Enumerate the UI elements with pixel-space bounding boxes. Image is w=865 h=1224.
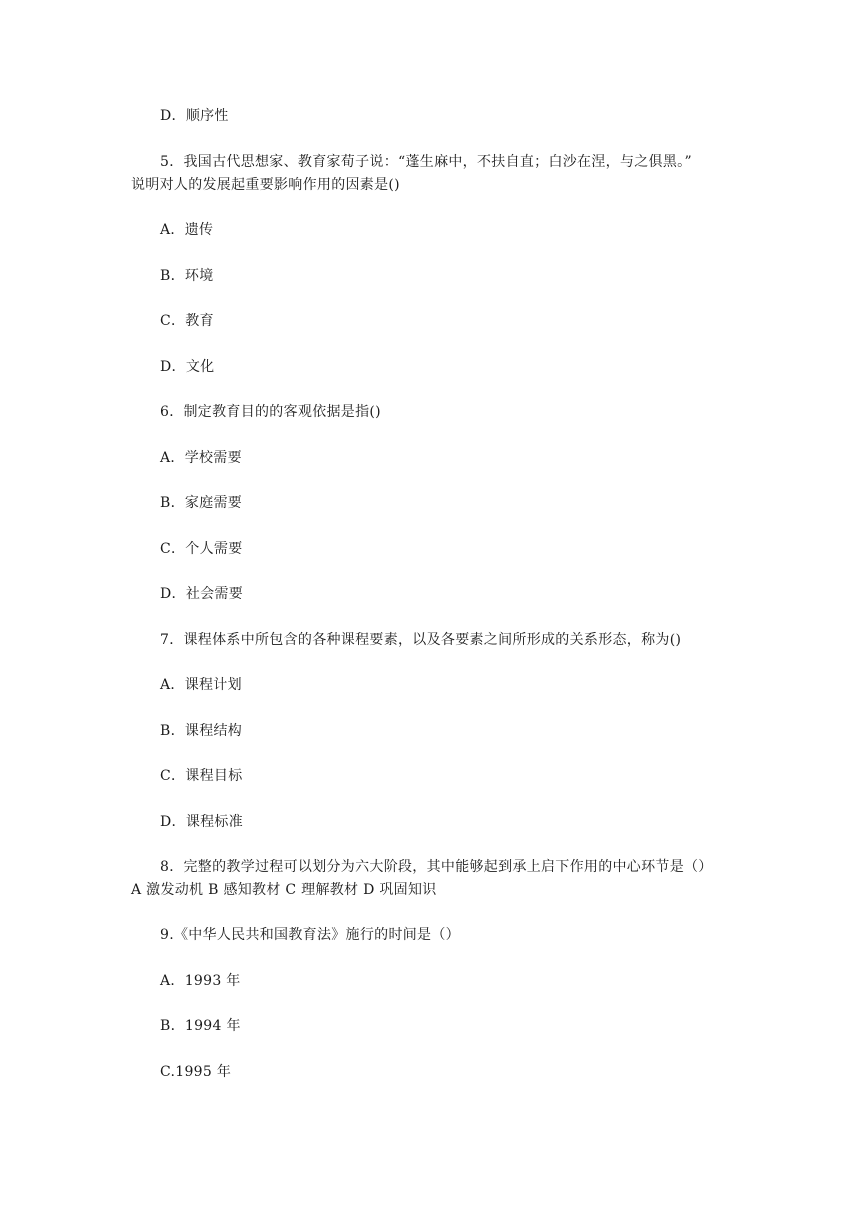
option-6-b: B．家庭需要 [160, 495, 243, 511]
option-5-d: D．文化 [160, 359, 215, 375]
question-6-text: 6．制定教育目的的客观依据是指() [160, 404, 381, 420]
option-5-b: B．环境 [160, 268, 214, 284]
option-6-a: A．学校需要 [160, 450, 242, 466]
question-8-text: 8．完整的教学过程可以划分为六大阶段，其中能够起到承上启下作用的中心环节是（） [160, 859, 713, 875]
option-7-a: A．课程计划 [160, 677, 242, 693]
question-5-text-cont: 说明对人的发展起重要影响作用的因素是() [131, 177, 400, 193]
question-8-options: A 激发动机 B 感知教材 C 理解教材 D 巩固知识 [131, 882, 437, 898]
option-5-a: A．遗传 [160, 222, 214, 238]
option-6-d: D．社会需要 [160, 586, 244, 602]
question-9-text: 9.《中华人民共和国教育法》施行的时间是（） [160, 927, 460, 943]
option-7-d: D．课程标准 [160, 814, 244, 830]
option-7-b: B．课程结构 [160, 723, 243, 739]
option-6-c: C．个人需要 [160, 541, 243, 557]
option-4-d: D．顺序性 [160, 108, 229, 124]
option-9-b: B．1994 年 [160, 1018, 241, 1034]
option-7-c: C．课程目标 [160, 768, 243, 784]
option-5-c: C．教育 [160, 313, 214, 329]
question-7-text: 7．课程体系中所包含的各种课程要素，以及各要素之间所形成的关系形态，称为() [160, 632, 682, 648]
option-9-a: A．1993 年 [160, 973, 241, 989]
question-5-text: 5．我国古代思想家、教育家荀子说：“蓬生麻中，不扶自直；白沙在涅，与之俱黑。” [160, 154, 692, 170]
option-9-c: C.1995 年 [160, 1064, 232, 1080]
